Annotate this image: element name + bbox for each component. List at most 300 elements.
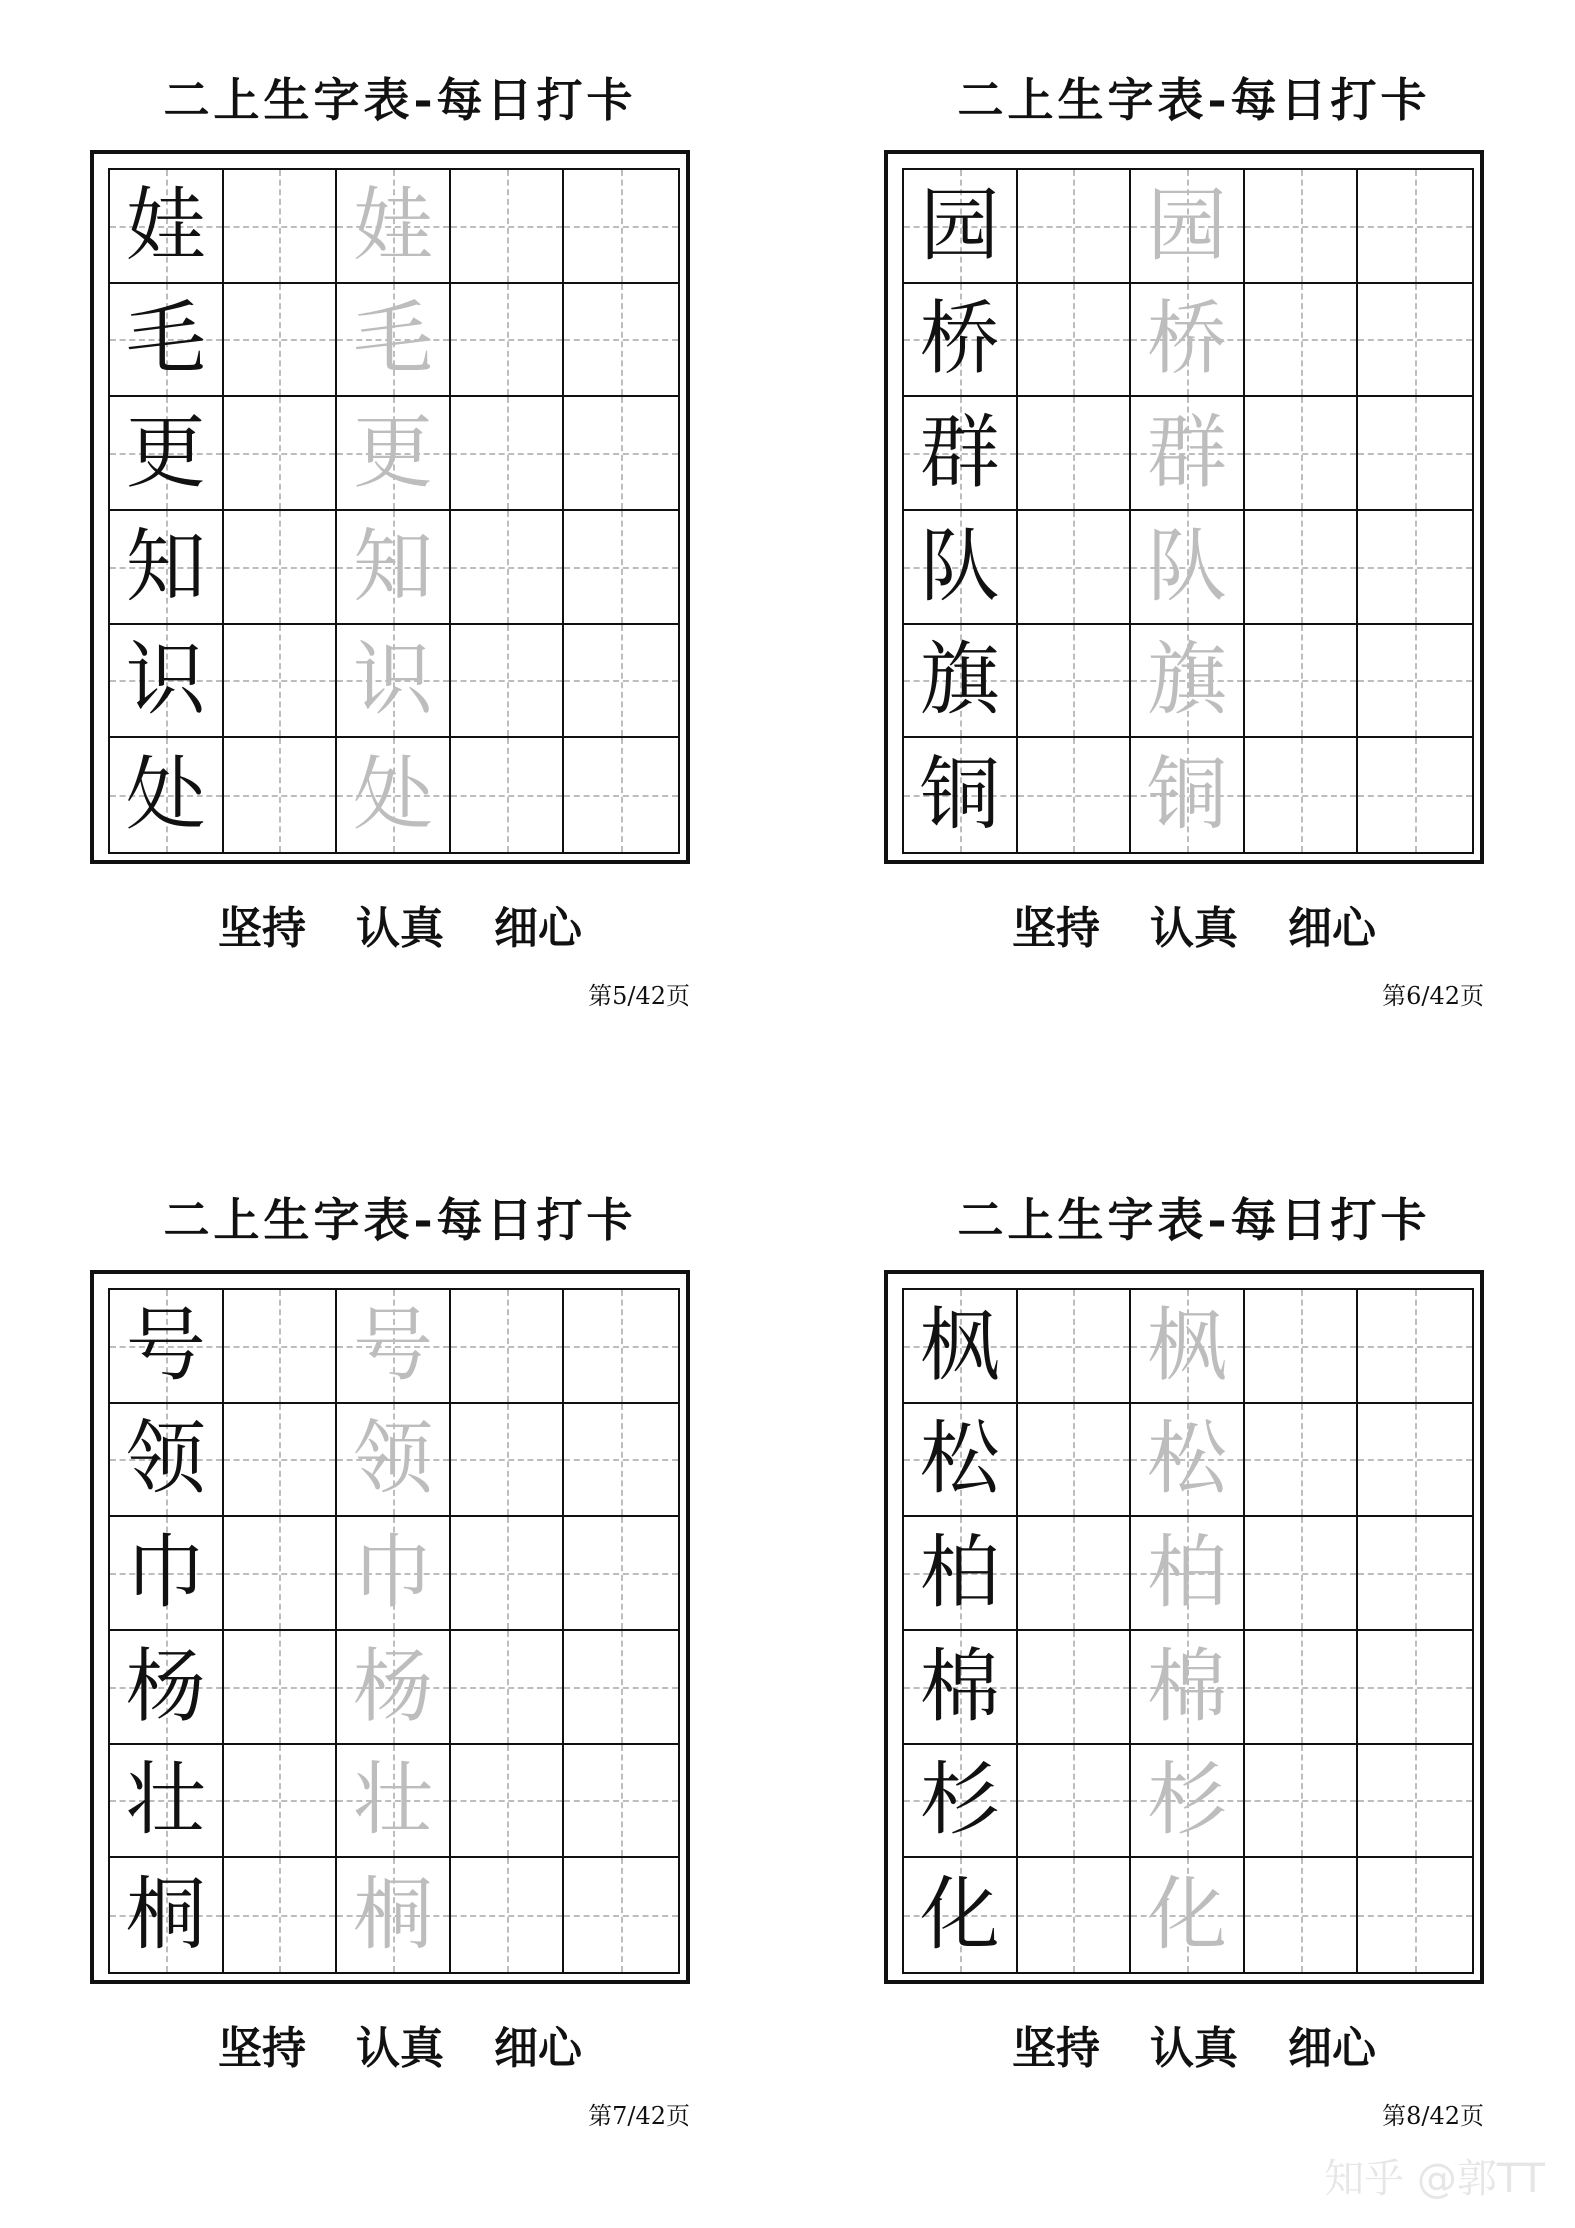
- trace-character: 娃: [352, 178, 433, 272]
- guide-line-vertical: [1415, 1858, 1417, 1972]
- practice-cell: [1245, 738, 1359, 852]
- trace-cell: [1131, 511, 1245, 625]
- guide-line-vertical: [1301, 625, 1303, 737]
- guide-line-vertical: [1073, 511, 1075, 623]
- model-character: 巾: [125, 1526, 206, 1620]
- practice-cell: [451, 1290, 565, 1404]
- model-character: 毛: [125, 292, 206, 386]
- guide-line-vertical: [1073, 1858, 1075, 1972]
- practice-cell: [1245, 1745, 1359, 1859]
- trace-cell: [337, 1517, 451, 1631]
- model-character: 园: [919, 178, 1000, 272]
- practice-cell: [1245, 625, 1359, 739]
- practice-cell: [564, 738, 678, 852]
- trace-character: 柏: [1146, 1526, 1227, 1620]
- worksheet-title: 二上生字表-每日打卡: [957, 73, 1431, 127]
- guide-line-vertical: [1073, 397, 1075, 509]
- practice-cell: [1245, 1290, 1359, 1404]
- guide-line-vertical: [507, 625, 509, 737]
- guide-line-vertical: [279, 1631, 281, 1743]
- worksheet-panel: [90, 0, 710, 1010]
- practice-cell: [1358, 1858, 1472, 1972]
- guide-line-vertical: [1301, 511, 1303, 623]
- grid-row: [904, 1404, 1472, 1518]
- practice-cell: [451, 1631, 565, 1745]
- practice-cell: [564, 170, 678, 284]
- practice-cell: [451, 170, 565, 284]
- guide-line-vertical: [279, 170, 281, 282]
- trace-cell: [337, 625, 451, 739]
- practice-cell: [564, 1745, 678, 1859]
- trace-character: 园: [1146, 178, 1227, 272]
- guide-line-vertical: [1415, 170, 1417, 282]
- guide-line-vertical: [279, 511, 281, 623]
- model-cell: [904, 1858, 1018, 1972]
- trace-cell: [1131, 284, 1245, 398]
- grid-row: [904, 1745, 1472, 1859]
- guide-line-vertical: [1415, 397, 1417, 509]
- trace-cell: [337, 1404, 451, 1518]
- practice-cell: [451, 1517, 565, 1631]
- trace-character: 领: [352, 1412, 433, 1506]
- trace-cell: [1131, 1745, 1245, 1859]
- writing-grid: [902, 1288, 1474, 1974]
- guide-line-vertical: [1301, 1631, 1303, 1743]
- guide-line-vertical: [621, 1517, 623, 1629]
- practice-cell: [564, 1858, 678, 1972]
- trace-character: 知: [352, 519, 433, 613]
- grid-row: [110, 1290, 678, 1404]
- model-cell: [904, 511, 1018, 625]
- motto: [884, 892, 1504, 956]
- guide-line-vertical: [1073, 1745, 1075, 1857]
- grid-row: [110, 1631, 678, 1745]
- guide-line-vertical: [507, 397, 509, 509]
- model-cell: [904, 1745, 1018, 1859]
- writing-grid-frame: [90, 1270, 690, 1984]
- model-cell: [110, 1404, 224, 1518]
- writing-grid: [108, 1288, 680, 1974]
- guide-line-vertical: [1073, 625, 1075, 737]
- trace-character: 化: [1146, 1868, 1227, 1962]
- guide-line-vertical: [279, 1858, 281, 1972]
- guide-line-vertical: [1301, 170, 1303, 282]
- trace-character: 铜: [1146, 748, 1227, 842]
- practice-cell: [1018, 1858, 1132, 1972]
- trace-cell: [337, 738, 451, 852]
- trace-character: 巾: [352, 1526, 433, 1620]
- practice-cell: [1018, 738, 1132, 852]
- trace-cell: [1131, 625, 1245, 739]
- model-character: 杨: [125, 1639, 206, 1733]
- trace-character: 桥: [1146, 292, 1227, 386]
- guide-line-vertical: [621, 1404, 623, 1516]
- worksheet-panel: [884, 0, 1504, 1010]
- guide-line-vertical: [621, 1290, 623, 1402]
- grid-row: [110, 511, 678, 625]
- practice-cell: [224, 1858, 338, 1972]
- practice-cell: [1245, 284, 1359, 398]
- worksheet-panel: [90, 1120, 710, 2130]
- practice-cell: [451, 284, 565, 398]
- guide-line-vertical: [1415, 284, 1417, 396]
- model-character: 枫: [919, 1298, 1000, 1392]
- page-number: 第7/42页: [588, 2102, 690, 2130]
- trace-cell: [337, 397, 451, 511]
- practice-cell: [451, 1745, 565, 1859]
- model-character: 松: [919, 1412, 1000, 1506]
- motto-word: 认真: [356, 903, 444, 954]
- grid-row: [110, 397, 678, 511]
- practice-cell: [564, 397, 678, 511]
- motto-word: 认真: [1150, 2023, 1238, 2074]
- model-cell: [110, 284, 224, 398]
- model-cell: [110, 397, 224, 511]
- guide-line-vertical: [1301, 1745, 1303, 1857]
- guide-line-vertical: [279, 1290, 281, 1402]
- practice-cell: [1245, 1404, 1359, 1518]
- model-character: 桐: [125, 1868, 206, 1962]
- practice-cell: [1358, 170, 1472, 284]
- practice-cell: [1358, 511, 1472, 625]
- motto: [90, 2012, 710, 2076]
- trace-cell: [1131, 1404, 1245, 1518]
- guide-line-vertical: [621, 625, 623, 737]
- trace-cell: [337, 1631, 451, 1745]
- guide-line-vertical: [621, 738, 623, 852]
- practice-cell: [224, 625, 338, 739]
- guide-line-vertical: [279, 738, 281, 852]
- practice-cell: [1245, 397, 1359, 511]
- motto-word: 认真: [1150, 903, 1238, 954]
- grid-row: [110, 1517, 678, 1631]
- trace-character: 号: [352, 1298, 433, 1392]
- practice-cell: [1358, 1631, 1472, 1745]
- grid-row: [904, 511, 1472, 625]
- trace-cell: [1131, 1290, 1245, 1404]
- motto-word: 细心: [1288, 2023, 1376, 2074]
- practice-cell: [224, 1404, 338, 1518]
- guide-line-vertical: [1073, 170, 1075, 282]
- model-character: 处: [125, 748, 206, 842]
- practice-cell: [1245, 1631, 1359, 1745]
- model-character: 识: [125, 633, 206, 727]
- grid-row: [904, 1290, 1472, 1404]
- grid-row: [904, 397, 1472, 511]
- guide-line-vertical: [1073, 1290, 1075, 1402]
- model-character: 化: [919, 1868, 1000, 1962]
- trace-character: 壮: [352, 1753, 433, 1847]
- practice-cell: [564, 1517, 678, 1631]
- trace-character: 杨: [352, 1639, 433, 1733]
- guide-line-vertical: [621, 511, 623, 623]
- guide-line-vertical: [1301, 397, 1303, 509]
- practice-cell: [1358, 738, 1472, 852]
- grid-row: [904, 1631, 1472, 1745]
- model-cell: [904, 1404, 1018, 1518]
- guide-line-vertical: [1415, 1745, 1417, 1857]
- trace-cell: [1131, 1631, 1245, 1745]
- guide-line-vertical: [507, 1290, 509, 1402]
- grid-row: [904, 170, 1472, 284]
- trace-character: 杉: [1146, 1753, 1227, 1847]
- practice-cell: [1018, 284, 1132, 398]
- practice-cell: [1358, 1290, 1472, 1404]
- model-cell: [110, 1290, 224, 1404]
- grid-row: [904, 1858, 1472, 1972]
- trace-character: 松: [1146, 1412, 1227, 1506]
- guide-line-vertical: [507, 1745, 509, 1857]
- motto-word: 坚持: [1012, 903, 1100, 954]
- model-character: 号: [125, 1298, 206, 1392]
- trace-character: 棉: [1146, 1639, 1227, 1733]
- model-character: 队: [919, 519, 1000, 613]
- trace-character: 更: [352, 406, 433, 500]
- practice-cell: [564, 1631, 678, 1745]
- practice-cell: [224, 284, 338, 398]
- motto-word: 细心: [494, 2023, 582, 2074]
- guide-line-vertical: [1301, 1858, 1303, 1972]
- guide-line-vertical: [621, 1631, 623, 1743]
- motto-word: 细心: [1288, 903, 1376, 954]
- model-character: 更: [125, 406, 206, 500]
- trace-cell: [337, 511, 451, 625]
- practice-cell: [451, 1858, 565, 1972]
- practice-cell: [224, 1631, 338, 1745]
- page-number: 第8/42页: [1382, 2102, 1484, 2130]
- guide-line-vertical: [507, 1858, 509, 1972]
- guide-line-vertical: [507, 1631, 509, 1743]
- practice-cell: [1018, 170, 1132, 284]
- trace-cell: [337, 284, 451, 398]
- practice-cell: [451, 397, 565, 511]
- guide-line-vertical: [1415, 1290, 1417, 1402]
- practice-cell: [224, 397, 338, 511]
- motto-word: 坚持: [218, 2023, 306, 2074]
- practice-cell: [451, 738, 565, 852]
- model-cell: [904, 1290, 1018, 1404]
- model-cell: [904, 170, 1018, 284]
- trace-character: 枫: [1146, 1298, 1227, 1392]
- practice-cell: [451, 511, 565, 625]
- guide-line-vertical: [1073, 284, 1075, 396]
- trace-cell: [337, 1745, 451, 1859]
- guide-line-vertical: [1301, 1404, 1303, 1516]
- practice-cell: [1018, 625, 1132, 739]
- worksheet-title: 二上生字表-每日打卡: [163, 73, 637, 127]
- motto: [884, 2012, 1504, 2076]
- guide-line-vertical: [279, 1517, 281, 1629]
- grid-row: [110, 1858, 678, 1972]
- model-character: 柏: [919, 1526, 1000, 1620]
- trace-cell: [1131, 1517, 1245, 1631]
- model-cell: [110, 1631, 224, 1745]
- guide-line-vertical: [1415, 1517, 1417, 1629]
- guide-line-vertical: [279, 625, 281, 737]
- practice-cell: [1245, 511, 1359, 625]
- guide-line-vertical: [1415, 625, 1417, 737]
- grid-row: [110, 1745, 678, 1859]
- grid-row: [110, 284, 678, 398]
- guide-line-vertical: [1415, 1404, 1417, 1516]
- motto-word: 坚持: [1012, 2023, 1100, 2074]
- guide-line-vertical: [507, 284, 509, 396]
- worksheet-title: 二上生字表-每日打卡: [163, 1193, 637, 1247]
- model-character: 壮: [125, 1753, 206, 1847]
- writing-grid: [108, 168, 680, 854]
- guide-line-vertical: [621, 170, 623, 282]
- guide-line-vertical: [621, 284, 623, 396]
- model-cell: [110, 1517, 224, 1631]
- motto-word: 细心: [494, 903, 582, 954]
- writing-grid: [902, 168, 1474, 854]
- model-character: 棉: [919, 1639, 1000, 1733]
- guide-line-vertical: [507, 1517, 509, 1629]
- guide-line-vertical: [1073, 1404, 1075, 1516]
- guide-line-vertical: [507, 170, 509, 282]
- motto: [90, 892, 710, 956]
- trace-cell: [337, 1858, 451, 1972]
- trace-cell: [337, 1290, 451, 1404]
- guide-line-vertical: [1301, 1517, 1303, 1629]
- practice-cell: [1358, 1404, 1472, 1518]
- trace-character: 识: [352, 633, 433, 727]
- practice-cell: [451, 1404, 565, 1518]
- practice-cell: [1018, 1404, 1132, 1518]
- trace-cell: [1131, 397, 1245, 511]
- guide-line-vertical: [621, 1745, 623, 1857]
- practice-cell: [1018, 511, 1132, 625]
- guide-line-vertical: [1415, 511, 1417, 623]
- trace-character: 处: [352, 748, 433, 842]
- grid-row: [904, 1517, 1472, 1631]
- guide-line-vertical: [507, 511, 509, 623]
- guide-line-vertical: [279, 1404, 281, 1516]
- guide-line-vertical: [507, 1404, 509, 1516]
- practice-cell: [1358, 397, 1472, 511]
- model-character: 桥: [919, 292, 1000, 386]
- model-character: 领: [125, 1412, 206, 1506]
- guide-line-vertical: [1415, 1631, 1417, 1743]
- motto-word: 认真: [356, 2023, 444, 2074]
- page-number: 第5/42页: [588, 982, 690, 1010]
- model-cell: [904, 738, 1018, 852]
- trace-cell: [337, 170, 451, 284]
- model-character: 娃: [125, 178, 206, 272]
- model-cell: [904, 625, 1018, 739]
- practice-cell: [224, 1517, 338, 1631]
- practice-cell: [1358, 1517, 1472, 1631]
- practice-cell: [1018, 1745, 1132, 1859]
- guide-line-vertical: [1073, 738, 1075, 852]
- grid-row: [904, 284, 1472, 398]
- guide-line-vertical: [1301, 284, 1303, 396]
- model-character: 知: [125, 519, 206, 613]
- model-character: 群: [919, 406, 1000, 500]
- writing-grid-frame: [884, 1270, 1484, 1984]
- guide-line-vertical: [1415, 738, 1417, 852]
- model-cell: [904, 1517, 1018, 1631]
- practice-cell: [564, 511, 678, 625]
- practice-cell: [564, 284, 678, 398]
- practice-cell: [1358, 284, 1472, 398]
- guide-line-vertical: [279, 397, 281, 509]
- practice-cell: [224, 738, 338, 852]
- trace-cell: [1131, 170, 1245, 284]
- model-cell: [904, 1631, 1018, 1745]
- guide-line-vertical: [621, 1858, 623, 1972]
- watermark: 知乎 @郭TT: [1324, 2156, 1545, 2202]
- practice-cell: [224, 1290, 338, 1404]
- page-number: 第6/42页: [1382, 982, 1484, 1010]
- trace-character: 队: [1146, 519, 1227, 613]
- grid-row: [110, 1404, 678, 1518]
- guide-line-vertical: [621, 397, 623, 509]
- trace-character: 毛: [352, 292, 433, 386]
- practice-cell: [564, 625, 678, 739]
- trace-character: 桐: [352, 1868, 433, 1962]
- practice-cell: [1018, 1631, 1132, 1745]
- practice-cell: [1018, 1517, 1132, 1631]
- practice-cell: [564, 1404, 678, 1518]
- practice-cell: [1018, 397, 1132, 511]
- worksheet-title: 二上生字表-每日打卡: [957, 1193, 1431, 1247]
- model-cell: [904, 284, 1018, 398]
- model-character: 杉: [919, 1753, 1000, 1847]
- guide-line-vertical: [279, 284, 281, 396]
- guide-line-vertical: [507, 738, 509, 852]
- grid-row: [110, 625, 678, 739]
- practice-cell: [224, 1745, 338, 1859]
- guide-line-vertical: [1301, 1290, 1303, 1402]
- trace-cell: [1131, 738, 1245, 852]
- motto-word: 坚持: [218, 903, 306, 954]
- grid-row: [904, 625, 1472, 739]
- guide-line-vertical: [279, 1745, 281, 1857]
- practice-cell: [1358, 1745, 1472, 1859]
- practice-cell: [1245, 1858, 1359, 1972]
- model-character: 旗: [919, 633, 1000, 727]
- model-cell: [110, 1858, 224, 1972]
- writing-grid-frame: [884, 150, 1484, 864]
- model-cell: [904, 397, 1018, 511]
- practice-cell: [564, 1290, 678, 1404]
- grid-row: [110, 738, 678, 852]
- guide-line-vertical: [1301, 738, 1303, 852]
- model-cell: [110, 625, 224, 739]
- model-cell: [110, 738, 224, 852]
- model-cell: [110, 170, 224, 284]
- trace-character: 群: [1146, 406, 1227, 500]
- grid-row: [110, 170, 678, 284]
- practice-cell: [451, 625, 565, 739]
- guide-line-vertical: [1073, 1517, 1075, 1629]
- practice-cell: [1245, 170, 1359, 284]
- model-character: 铜: [919, 748, 1000, 842]
- model-cell: [110, 511, 224, 625]
- writing-grid-frame: [90, 150, 690, 864]
- practice-cell: [1018, 1290, 1132, 1404]
- practice-cell: [1245, 1517, 1359, 1631]
- practice-cell: [224, 511, 338, 625]
- model-cell: [110, 1745, 224, 1859]
- trace-character: 旗: [1146, 633, 1227, 727]
- trace-cell: [1131, 1858, 1245, 1972]
- practice-cell: [1358, 625, 1472, 739]
- worksheet-panel: [884, 1120, 1504, 2130]
- guide-line-vertical: [1073, 1631, 1075, 1743]
- practice-cell: [224, 170, 338, 284]
